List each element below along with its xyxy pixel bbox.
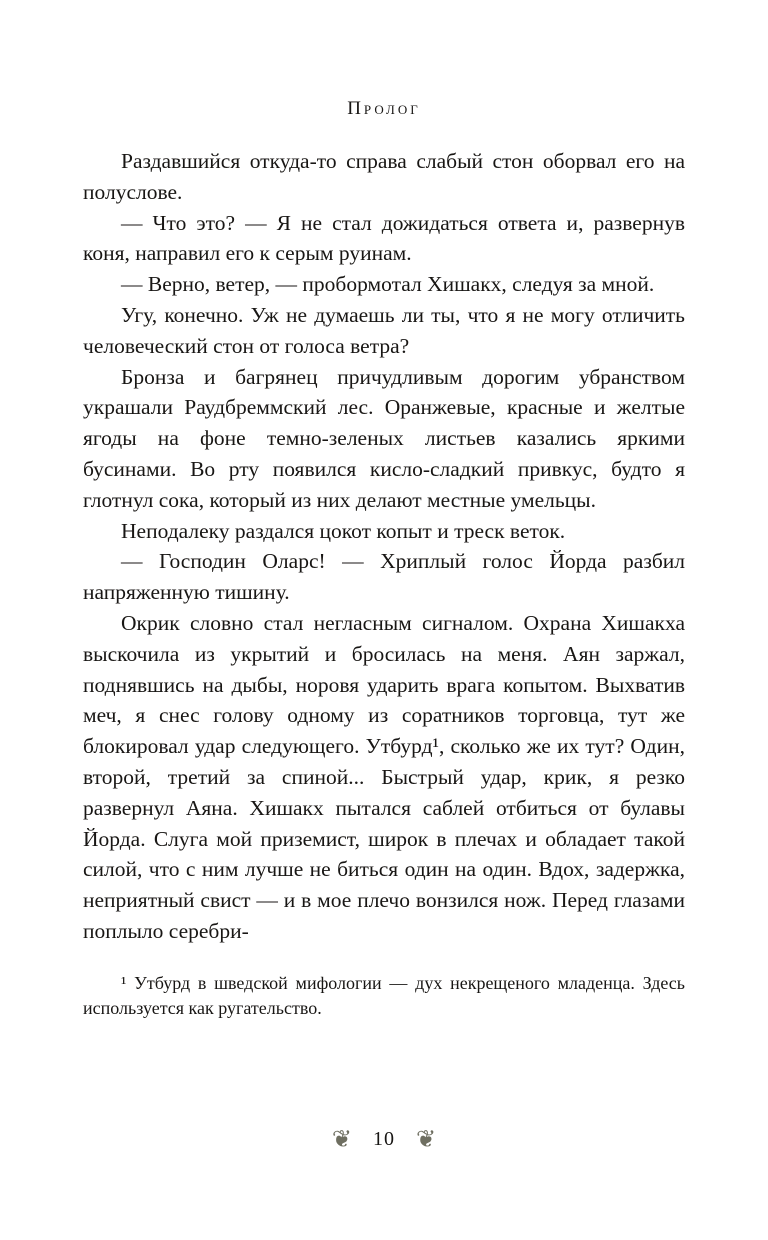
footnote (83, 971, 685, 1021)
paragraph: Бронза и багрянец причудливым дорогим убранством украшали Раудбреммский лес. Оранжевые, красные и желтые ягоды на фоне темно-зеленых листьев казались яркими бусинами. Во рту появился кисло-сладкий привкус, будто я глотнул сока, который из них делают местные умельцы. (83, 364, 685, 512)
page-footer (0, 1125, 768, 1154)
paragraph: Раздавшийся откуда-то справа слабый стон оборвал его на полуслове. (83, 149, 685, 204)
footnote-text: ¹ Утбурд в шведской мифологии — дух некрещеного младенца. Здесь используется как ругательство. (83, 972, 685, 1018)
paragraph: Угу, конечно. Уж не думаешь ли ты, что я не могу отличить человеческий стон от голоса ветра? (83, 302, 685, 358)
fleuron-right-icon: ❦ (416, 1127, 437, 1153)
paragraph: — Господин Оларс! — Хриплый голос Йорда разбил напряженную тишину. (83, 549, 685, 605)
paragraph: Окрик словно стал негласным сигналом. Охрана Хишакха выскочила из укрытий и бросилась на меня. Аян заржал, поднявшись на дыбы, норовя ударить врага копытом. Выхватив меч, я снес голову одному из соратников торговца, тут же блокировал удар следующего. Утбурд¹, сколько же их тут? Один, второй, третий за спиной... Быстрый удар, крик, я резко развернул Аяна. Хишакх пытался саблей отбиться от булавы Йорда. Слуга мой приземист, широк в плечах и обладает такой силой, что с ним лучше не биться один на один. Вдох, задержка, неприятный свист — и в мое плечо вонзился нож. Перед глазами поплыло серебри- (83, 610, 685, 943)
fleuron-left-icon: ❦ (331, 1127, 352, 1153)
body-text (83, 146, 685, 947)
chapter-heading: Пролог (347, 98, 421, 119)
paragraph: — Верно, ветер, — пробормотал Хишакх, следуя за мной. (121, 272, 655, 297)
page-number: 10 (373, 1128, 395, 1150)
paragraph: Неподалеку раздался цокот копыт и треск веток. (121, 518, 566, 543)
paragraph: — Что это? — Я не стал дожидаться ответа и, развернув коня, направил его к серым руинам. (83, 210, 685, 266)
